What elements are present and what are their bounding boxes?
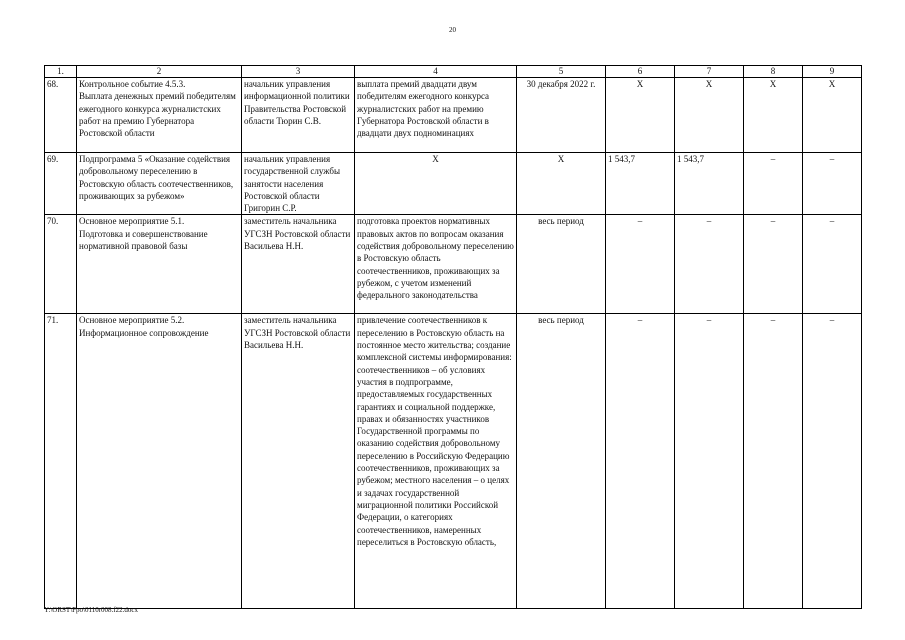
- row-date: 30 декабря 2022 г.: [517, 78, 606, 153]
- row-col-9: –: [803, 215, 862, 314]
- table-row: [45, 314, 862, 609]
- row-col-7: –: [675, 215, 744, 314]
- header-col-9: 9: [803, 66, 862, 78]
- row-col-7: X: [675, 78, 744, 153]
- table-header-row: [45, 66, 862, 78]
- row-result: привлечение соотечественников к переселению в Ростовскую область на постоянное место жительства; создание комплексной системы информирования: соотечественников – об условиях участия в подпрограмме, предоставляемых государственных гарантиях и социальной поддержке, правах и обязанностях участников Государственной программы по оказанию содействия добровольному переселению в Российскую Федерацию соотечественников, проживающих за рубежом; местного населения – о целях и задачах государственной миграционной политики Российской Федерации, о категориях соотечественников, намеренных переселиться в Ростовскую область,: [355, 314, 517, 609]
- row-col-8: X: [744, 78, 803, 153]
- row-number: 70.: [45, 215, 77, 314]
- row-number: 68.: [45, 78, 77, 153]
- row-result: подготовка проектов нормативных правовых актов по вопросам оказания содействия добровольному переселению в Ростовскую область соотечественников, проживающих за рубежом, с учетом изменений федерального законодательства: [355, 215, 517, 314]
- row-date: весь период: [517, 215, 606, 314]
- measures-table: [44, 65, 862, 609]
- row-col-6: –: [606, 215, 675, 314]
- footer-file-path: Y:\ORST\Ppo\0110r008.f22.docx: [44, 606, 138, 614]
- row-col-9: X: [803, 78, 862, 153]
- row-responsible: начальник управления государственной службы занятости населения Ростовской области Григорин С.Р.: [242, 153, 355, 215]
- row-responsible: заместитель начальника УГСЗН Ростовской области Васильева Н.Н.: [242, 215, 355, 314]
- header-col-5: 5: [517, 66, 606, 78]
- row-result: выплата премий двадцати двум победителям ежегодного конкурса журналистских работ на премию Губернатора Ростовской области в двадцати двух подноминациях: [355, 78, 517, 153]
- row-col-9: –: [803, 153, 862, 215]
- row-number: 69.: [45, 153, 77, 215]
- table-row: [45, 215, 862, 314]
- table-row: [45, 153, 862, 215]
- row-name: Основное мероприятие 5.1. Подготовка и совершенствование нормативной правовой базы: [77, 215, 242, 314]
- row-responsible: заместитель начальника УГСЗН Ростовской области Васильева Н.Н.: [242, 314, 355, 609]
- row-col-9: –: [803, 314, 862, 609]
- row-col-6: 1 543,7: [606, 153, 675, 215]
- row-name: Основное мероприятие 5.2. Информационное сопровождение: [77, 314, 242, 609]
- row-col-6: X: [606, 78, 675, 153]
- row-number: 71.: [45, 314, 77, 609]
- row-col-7: –: [675, 314, 744, 609]
- row-col-8: –: [744, 153, 803, 215]
- header-col-1: 1.: [45, 66, 77, 78]
- page-number: 20: [449, 26, 456, 34]
- row-col-8: –: [744, 314, 803, 609]
- row-date: весь период: [517, 314, 606, 609]
- header-col-2: 2: [77, 66, 242, 78]
- header-col-8: 8: [744, 66, 803, 78]
- row-name: Контрольное событие 4.5.3. Выплата денежных премий победителям ежегодного конкурса журналистских работ на премию Губернатора Ростовской области: [77, 78, 242, 153]
- table-row: [45, 78, 862, 153]
- row-responsible: начальник управления информационной политики Правительства Ростовской области Тюрин С.В.: [242, 78, 355, 153]
- header-col-4: 4: [355, 66, 517, 78]
- header-col-3: 3: [242, 66, 355, 78]
- row-result: X: [355, 153, 517, 215]
- header-col-7: 7: [675, 66, 744, 78]
- header-col-6: 6: [606, 66, 675, 78]
- row-name: Подпрограмма 5 «Оказание содействия добровольному переселению в Ростовскую область соотечественников, проживающих за рубежом»: [77, 153, 242, 215]
- row-col-8: –: [744, 215, 803, 314]
- row-date: X: [517, 153, 606, 215]
- row-col-6: –: [606, 314, 675, 609]
- row-col-7: 1 543,7: [675, 153, 744, 215]
